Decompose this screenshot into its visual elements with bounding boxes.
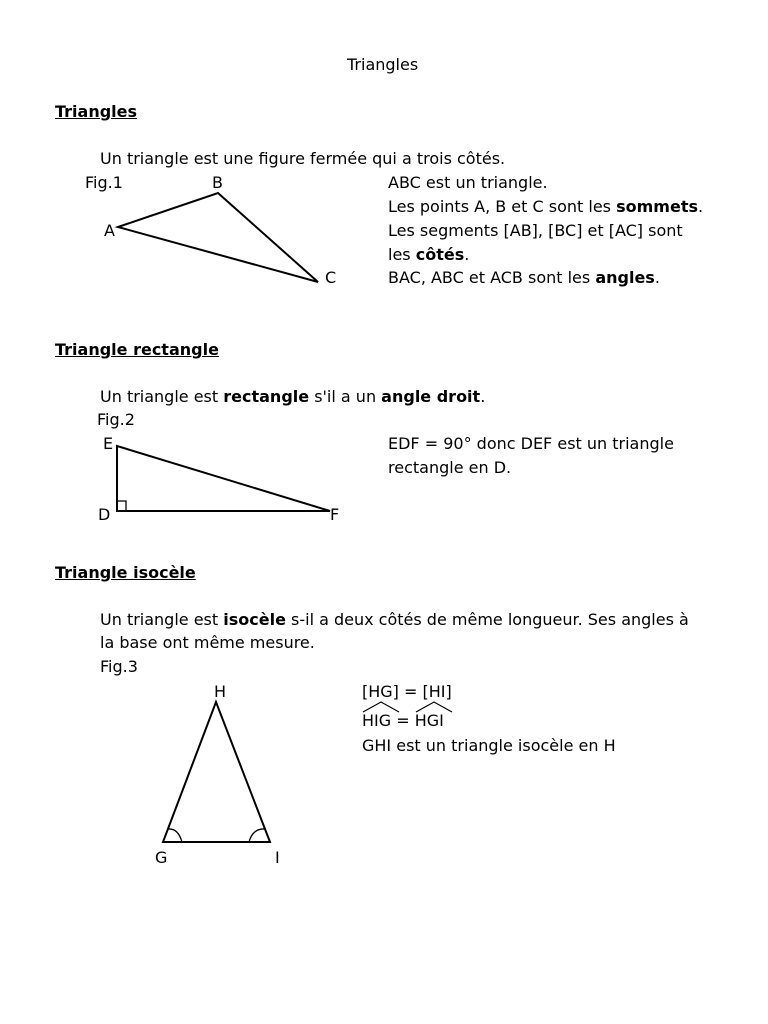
section-heading-triangles: Triangles xyxy=(55,102,138,121)
right-triangle-definition: Un triangle est rectangle s'il a un angle droit. xyxy=(100,387,486,406)
vertex-label-g: G xyxy=(155,848,168,867)
fig3-angle-equality: HIG = HGI xyxy=(362,711,444,731)
term-cotes: côtés xyxy=(415,245,465,264)
fig3-label: Fig.3 xyxy=(100,657,138,676)
angle-hig: HIG xyxy=(362,711,391,731)
triangle-definition: Un triangle est une figure fermée qui a trois côtés. xyxy=(100,149,506,168)
fig1-desc-line2: Les points A, B et C sont les sommets. xyxy=(388,197,704,216)
term-angle-droit: angle droit xyxy=(381,387,481,406)
vertex-label-b: B xyxy=(212,173,223,192)
angle-mark-g xyxy=(168,829,182,842)
fig1-desc-line1: ABC est un triangle. xyxy=(388,173,548,192)
vertex-label-i: I xyxy=(275,848,280,867)
angle-hgi: HGI xyxy=(415,711,444,731)
vertex-label-c: C xyxy=(325,268,337,287)
fig3-desc-line1: [HG] = [HI] xyxy=(362,682,452,701)
term-angles: angles xyxy=(595,268,655,287)
isosceles-definition-line2: la base ont même mesure. xyxy=(100,633,315,652)
fig2-desc-line1: EDF = 90° donc DEF est un triangle xyxy=(388,434,674,453)
section-heading-triangle-rectangle: Triangle rectangle xyxy=(55,340,219,359)
section-heading-triangle-isocele: Triangle isocèle xyxy=(55,563,196,582)
term-rectangle: rectangle xyxy=(223,387,310,406)
vertex-label-f: F xyxy=(330,505,340,524)
vertex-label-a: A xyxy=(104,221,115,240)
vertex-label-h: H xyxy=(214,682,227,701)
term-isocele: isocèle xyxy=(223,610,286,629)
page-title: Triangles xyxy=(347,55,419,74)
fig1-label: Fig.1 xyxy=(85,173,123,192)
angle-mark-i xyxy=(249,829,265,842)
isosceles-definition-line1: Un triangle est isocèle s-il a deux côtés de même longueur. Ses angles à xyxy=(100,610,689,629)
term-sommets: sommets xyxy=(616,197,698,216)
fig1-desc-line4: les côtés. xyxy=(388,245,470,264)
fig1-desc-line5: BAC, ABC et ACB sont les angles. xyxy=(388,268,660,287)
vertex-label-d: D xyxy=(98,505,111,524)
vertex-label-e: E xyxy=(103,434,114,453)
fig2-desc-line2: rectangle en D. xyxy=(388,458,512,477)
fig1-desc-line3: Les segments [AB], [BC] et [AC] sont xyxy=(388,221,683,240)
fig2-label: Fig.2 xyxy=(97,410,135,429)
fig3-desc-line3: GHI est un triangle isocèle en H xyxy=(362,736,616,755)
